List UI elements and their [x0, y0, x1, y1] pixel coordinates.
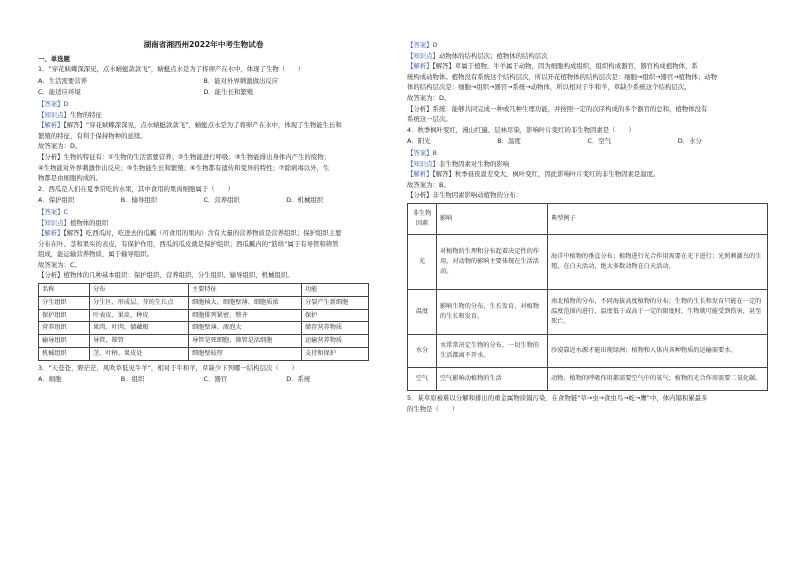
table-cell: 保护 — [302, 309, 369, 322]
q4-conclusion: 故答案为：B。 — [407, 180, 450, 189]
q2-analysis — [38, 228, 369, 239]
table-cell: 输导组织 — [39, 335, 90, 348]
table-cell: 叶表皮、果皮、种皮 — [90, 309, 189, 322]
section-heading: 一、单选题 — [38, 54, 70, 63]
table-header-cell: 主要特征 — [189, 284, 302, 297]
q3-analysis — [407, 61, 768, 72]
table-header-cell: 非生物因素 — [408, 203, 437, 234]
q2-option-b: B．输导组织 — [120, 196, 158, 205]
q2-stem: 2．西瓜是人们在夏季常吃的水果，其中食用的果肉细胞属于（ ） — [38, 184, 234, 193]
q2-option-c: C．营养组织 — [203, 196, 240, 205]
q2-conclusion: 故答案为：C。 — [38, 260, 81, 269]
q1-options — [38, 76, 369, 87]
q3-option-d: D．系统 — [286, 375, 311, 384]
knowledge-tag: 【知识点】 — [407, 159, 439, 168]
table-header-cell: 功能 — [302, 284, 369, 297]
q1-analysis-cont: 繁殖的特征，有利于保持物种的延续。 — [38, 131, 147, 140]
knowledge-text: 动物体的结构层次；植物体的结构层次 — [438, 51, 548, 60]
knowledge-text: 生物的特征 — [69, 110, 102, 119]
table-cell: 分裂产生新细胞 — [302, 296, 369, 309]
table-row — [39, 335, 369, 348]
q1-answer: 【答案】D — [38, 99, 69, 108]
q5-stem-cont: 的生物是（ ） — [407, 404, 459, 413]
table-cell: 细胞排列紧密、整齐 — [189, 309, 302, 322]
analysis-text: 【解答】吃西瓜时，吃进去的瓜瓤（可食用的果肉）含有大量的营养物质是营养组织；保护组织主要 — [63, 229, 342, 238]
q1-option-d: D．能生长和繁殖 — [203, 88, 254, 97]
table-cell: 运输营养物质 — [302, 335, 369, 348]
q4-stem: 4．秋季枫叶变红，漫山红遍、层林尽染，影响叶片变红的非生物因素是（ ） — [407, 125, 635, 134]
q1-option-a: A．生活需要营养 — [38, 76, 88, 85]
knowledge-text: 非生物因素对生物的影响 — [438, 159, 510, 168]
table-cell: 储存营养物质 — [302, 322, 369, 335]
q4-answer: 【答案】B — [407, 148, 437, 157]
table-header-cell: 影响 — [437, 203, 548, 234]
analysis-text: 【解答】草属于植物，牛羊属于动物，因为细胞构成组织，组织构成器官，器官构成植物体，系 — [432, 62, 698, 71]
q2-option-d: D．机械组织 — [286, 196, 324, 205]
analysis-text: 【解答】秋季昼夜温差变大，枫叶变红，因此影响叶片变红的非生物因素是温度。 — [432, 170, 660, 179]
q4-option-d: D．水分 — [677, 137, 702, 146]
abiotic-factor-table — [407, 203, 768, 391]
q4-fenxi: 【分析】非生物因素影响动植物的分布： — [407, 191, 523, 200]
q3-analysis-cont: 统构成动物体。植物没有系统这个结构层次，所以开花植物体的结构层次是：细胞→组织→器官→植物体；动物 — [407, 72, 718, 81]
q4-options — [407, 136, 768, 147]
q1-conclusion: 故答案为：D。 — [38, 142, 82, 151]
q3-fenxi-cont: 系统这一层次。 — [407, 115, 452, 124]
q4-analysis — [407, 169, 768, 180]
table-header-cell: 分布 — [90, 284, 189, 297]
q3-analysis-cont2: 体的结构层次是：细胞→组织→器官→系统→动物体，所以相对于牛和羊，草缺少系统这个结构层次。 — [407, 83, 691, 92]
table-cell: 细胞壁薄、液泡大 — [189, 322, 302, 335]
knowledge-tag: 【知识点】 — [407, 51, 439, 60]
q1-fenxi: 【分析】生物的特征有：①生物的生活需要营养；②生物能进行呼吸；③生物能排出身体内产生的废物； — [38, 152, 330, 161]
table-cell: 保护组织 — [39, 309, 90, 322]
right-page — [397, 0, 794, 562]
q2-answer: 【答案】C — [38, 207, 69, 216]
q4-option-a: A．阳光 — [407, 137, 431, 146]
q1-option-b: B．能对外界刺激做出反应 — [203, 76, 279, 85]
table-cell: 支持和保护 — [302, 348, 369, 361]
table-cell: 水分 — [408, 334, 437, 367]
table-header-cell: 典型例子 — [548, 203, 768, 234]
q4-option-b: B．温度 — [497, 137, 521, 146]
q3-options — [38, 374, 369, 385]
table-row — [39, 296, 369, 309]
table-header-cell: 名称 — [39, 284, 90, 297]
table-cell: 导管、筛管 — [90, 335, 189, 348]
table-cell: 细胞壁较厚 — [189, 348, 302, 361]
table-cell: 空气 — [408, 367, 437, 390]
table-cell: 空气影响动植物的生活 — [437, 367, 548, 390]
q2-options — [38, 195, 369, 206]
q1-analysis — [38, 120, 369, 131]
table-cell: 果肉、叶肉、储藏根 — [90, 322, 189, 335]
q2-option-a: A．保护组织 — [38, 196, 75, 205]
plant-tissue-table — [38, 283, 369, 361]
table-cell: 营养组织 — [39, 322, 90, 335]
table-cell: 南北植物的分布，不同海拔高度植物的分布；生物的生长和发育只能在一定的温度范围内进行，温度低于或高于一定的限度时，生物就可能受到伤害，甚至死亡。 — [548, 289, 768, 334]
table-row — [39, 309, 369, 322]
q1-knowledge — [38, 110, 369, 121]
table-cell: 分生区、形成层、芽的生长点 — [90, 296, 189, 309]
table-cell: 细胞核大、细胞壁薄、细胞质浓 — [189, 296, 302, 309]
q1-fenxi-cont2: 物都是由细胞构成的。 — [38, 174, 102, 183]
exam-title: 湖南省湘西州2022年中考生物试卷 — [143, 40, 264, 49]
q2-knowledge — [38, 218, 369, 229]
q2-analysis-cont: 分布在叶、茎和果实的表皮，有保护作用，西瓜的瓜皮就是保护组织；西瓜瓤内的“筋络”属于有导管和筛管 — [38, 239, 339, 248]
q2-fenxi: 【分析】植物体的几种基本组织：保护组织、营养组织、分生组织、输导组织、机械组织。 — [38, 271, 294, 280]
analysis-tag: 【解析】 — [407, 62, 433, 71]
q1-fenxi-cont: ④生物能对外界刺激作出反应；⑤生物能生长和繁殖；⑥生物都有遗传和变异的特性；⑦除病毒以外，生 — [38, 163, 330, 172]
knowledge-tag: 【知识点】 — [38, 110, 70, 119]
q3-knowledge — [407, 51, 768, 62]
q3-option-b: B．组织 — [120, 375, 145, 384]
table-cell: 分生组织 — [39, 296, 90, 309]
q3-fenxi: 【分析】系统：能够共同完成一种或几种生理功能，并按照一定的次序构成的多个器官的总和，植物体没有 — [407, 104, 708, 113]
q4-knowledge — [407, 159, 768, 170]
table-cell: 沙漠靠近水源才能出现绿洲；植物和人体内各种物质的运输需要水。 — [548, 334, 768, 367]
table-cell: 导管是死细胞、筛管是活细胞 — [189, 335, 302, 348]
analysis-tag: 【解析】 — [38, 121, 64, 130]
table-cell: 海洋中植物的垂直分布；植物进行光合作用需要在光下进行；光照刺激鸟的生殖，在白天活动，绝大多数动物在白天活动。 — [548, 234, 768, 289]
q1-stem: 1．“穿花蛱蝶深深见，点水蜻蜓款款飞”，蜻蜓点水是为了将卵产在水中，体现了生物（ ） — [38, 65, 305, 74]
table-row — [408, 234, 768, 289]
table-row — [408, 289, 768, 334]
knowledge-tag: 【知识点】 — [38, 218, 70, 227]
table-header-row — [39, 284, 369, 297]
q5-stem: 5．某草原被难以分解和排出的重金属物质镉污染，在食物链“草→虫→食虫鸟→蛇→鹰”中，体内镉积累最多 — [407, 393, 708, 402]
table-cell: 影响生物的分布，生长发育，对植物的生长和发育。 — [437, 289, 548, 334]
table-cell: 对植物的生理和分布起着决定性的作用，对动物的影响主要体现在生活活动。 — [437, 234, 548, 289]
q3-option-c: C．器官 — [203, 375, 228, 384]
q3-stem: 3．“天苍苍，野茫茫，风吹草低见牛羊”，相对于牛和羊，草缺少下列哪一结构层次（ ） — [38, 363, 298, 372]
table-row — [408, 334, 768, 367]
analysis-text: 【解答】“穿花蛱蝶深深见，点水蜻蜓款款飞”，蜻蜓点水是为了将卵产在水中，体现了生物能生长和 — [63, 121, 342, 130]
table-cell: 水常常决定生物的分布，一切生物的生活都离不开水。 — [437, 334, 548, 367]
q1-options-2 — [38, 87, 369, 98]
table-row — [408, 367, 768, 390]
table-cell: 温度 — [408, 289, 437, 334]
table-cell: 机械组织 — [39, 348, 90, 361]
table-row — [39, 348, 369, 361]
analysis-tag: 【解析】 — [38, 229, 64, 238]
table-cell: 动物、植物的呼吸作用都需要空气中的氧气；植物的光合作用需要二氧化碳。 — [548, 367, 768, 390]
table-row — [39, 322, 369, 335]
analysis-tag: 【解析】 — [407, 170, 433, 179]
q2-analysis-cont2: 组成，能运输营养物质，属于输导组织。 — [38, 250, 154, 259]
knowledge-text: 植物体的组织 — [69, 218, 109, 227]
q3-conclusion: 故答案为：D。 — [407, 93, 451, 102]
q1-option-c: C．能适应环境 — [38, 88, 81, 97]
q3-option-a: A．细胞 — [38, 375, 62, 384]
q3-answer: 【答案】D — [407, 41, 438, 49]
table-cell: 光 — [408, 234, 437, 289]
table-cell: 茎、叶柄、果皮处 — [90, 348, 189, 361]
q4-option-c: C．空气 — [587, 137, 612, 146]
table-header-row — [408, 203, 768, 234]
